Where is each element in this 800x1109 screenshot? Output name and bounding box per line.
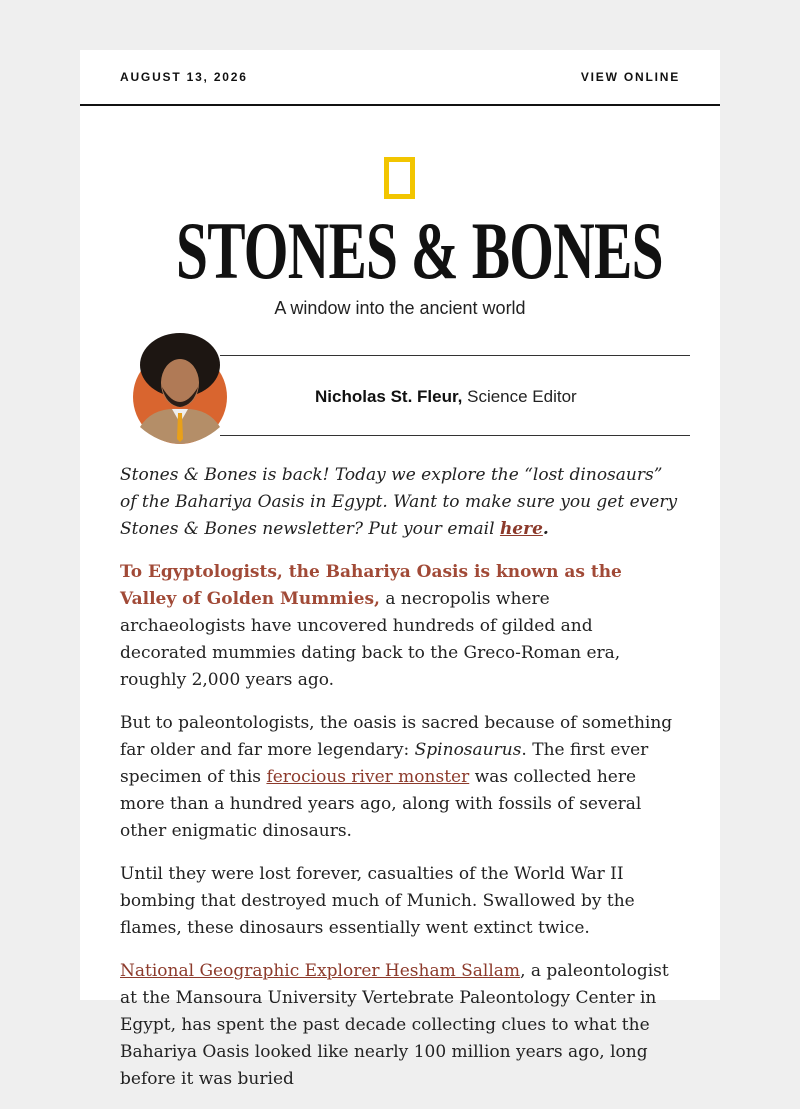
author-name: Nicholas St. Fleur,	[315, 387, 463, 406]
issue-date: AUGUST 13, 2026	[120, 70, 248, 84]
spinosaurus-term: Spinosaurus	[414, 740, 522, 760]
paragraph-1-text: a necropolis where archaeologists have uncovered hundreds of gilded and decorated mummies dating back to the Greco-Roman era, roughly 2,000 years ago.	[120, 589, 621, 690]
author-role: Science Editor	[467, 387, 577, 406]
intro-text: Stones & Bones is back! Today we explore the “lost dinosaurs” of the Bahariya Oasis in Egypt. Want to make sure you get every Stones & Bones newsletter? Put your email	[120, 465, 678, 539]
top-bar	[80, 50, 720, 106]
intro-paragraph	[120, 462, 680, 543]
yellow-rectangle-frame-icon	[384, 157, 415, 199]
byline-divider-top	[220, 355, 690, 356]
author-byline	[130, 335, 690, 445]
signup-here-link[interactable]: here	[499, 519, 543, 539]
paragraph-3: Until they were lost forever, casualties of the World War II bombing that destroyed much of Munich. Swallowed by the flames, these dinosaurs essentially went extinct twice.	[120, 864, 635, 938]
paragraph-4-text: , a paleontologist at the Mansoura University Vertebrate Paleontology Center in Egypt, has spent the past decade collecting clues to what the Bahariya Oasis looked like nearly 100 million years ago, long before it was buried	[120, 961, 669, 1089]
explorer-link[interactable]: National Geographic Explorer Hesham Sallam	[120, 961, 521, 981]
paragraph-2	[120, 710, 680, 845]
article-body	[120, 462, 680, 1109]
paragraph-2-text-c: was collected here more than a hundred years ago, along with fossils of several other enigmatic dinosaurs.	[120, 767, 642, 841]
newsletter-card	[80, 50, 720, 1089]
masthead-title: STONES & BONES	[176, 205, 663, 296]
view-online-link[interactable]: VIEW ONLINE	[580, 70, 680, 84]
intro-end: .	[542, 519, 549, 539]
masthead-tagline: A window into the ancient world	[274, 298, 526, 318]
lead-sentence: To Egyptologists, the Bahariya Oasis is known as the Valley of Golden Mummies,	[120, 562, 622, 609]
byline-text	[315, 387, 577, 407]
paragraph-4	[120, 958, 680, 1093]
paragraph-2-text-b: . The first ever specimen of this	[120, 740, 649, 787]
avatar	[132, 335, 228, 445]
byline-divider-bottom	[220, 435, 690, 436]
paragraph-1	[120, 559, 680, 694]
river-monster-link[interactable]: ferocious river monster	[266, 767, 470, 787]
paragraph-2-text-a: But to paleontologists, the oasis is sacred because of something far older and far more legendary:	[120, 713, 673, 760]
